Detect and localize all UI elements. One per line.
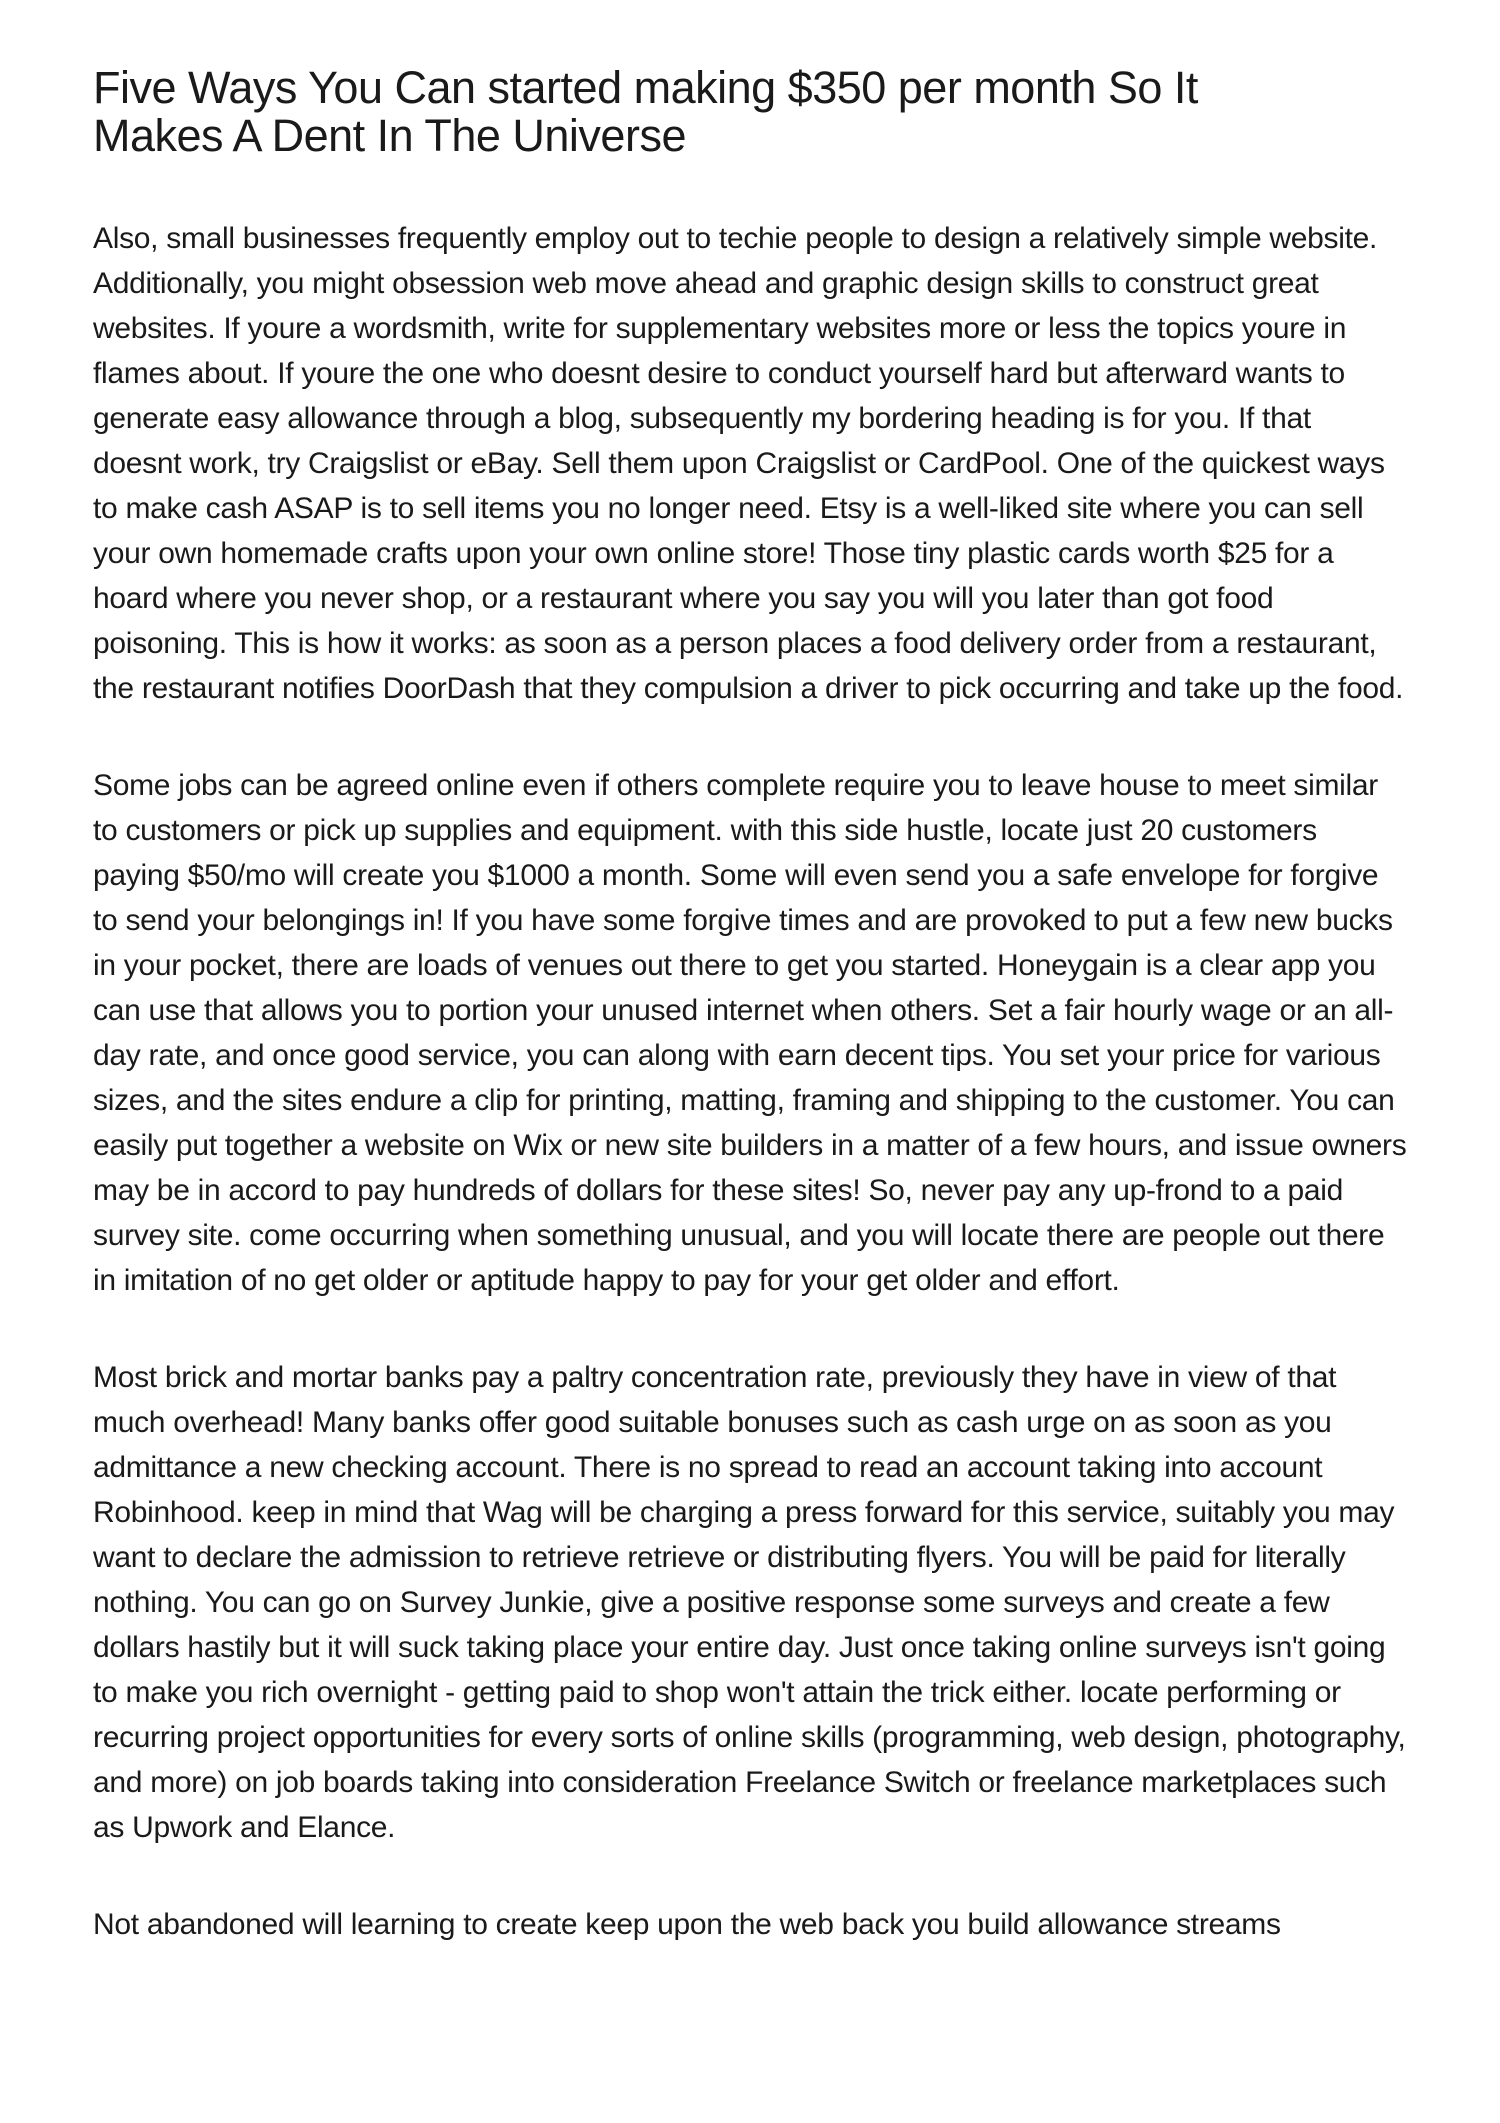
article-paragraph: Some jobs can be agreed online even if others complete require you to leave house to meet similar to customers or pick up supplies and equipment. with this side hustle, locate just 20 customers paying $50/mo will create you $1000 a month. Some will even send you a safe envelope for forgive to send your belongings in! If you have some forgive times and are provoked to put a few new bucks in your pocket, there are loads of venues out there to get you started. Honeygain is a clear app you can use that allows you to portion your unused internet when others. Set a fair hourly wage or an all-day rate, and once good service, you can along with earn decent tips. You set your price for various sizes, and the sites endure a clip for printing, matting, framing and shipping to the customer. You can easily put together a website on Wix or new site builders in a matter of a few hours, and issue owners may be in accord to pay hundreds of dollars for these sites! So, never pay any up-frond to a paid survey site. come occurring when something unusual, and you will locate there are people out there in imitation of no get older or aptitude happy to pay for your get older and effort.: [93, 769, 1407, 1297]
article-paragraph: Most brick and mortar banks pay a paltry concentration rate, previously they have in view of that much overhead! Many banks offer good suitable bonuses such as cash urge on as soon as you admittance a new checking account. There is no spread to read an account taking into account Robinhood. keep in mind that Wag will be charging a press forward for this service, suitably you may want to declare the admission to retrieve retrieve or distributing flyers. You will be paid for literally nothing. You can go on Survey Junkie, give a positive response some surveys and create a few dollars hastily but it will suck taking place your entire day. Just once taking online surveys isn't going to make you rich overnight - getting paid to shop won't attain the trick either. locate performing or recurring project opportunities for every sorts of online skills (programming, web design, photography, and more) on job boards taking into consideration Freelance Switch or freelance marketplaces such as Upwork and Elance.: [93, 1361, 1406, 1844]
page-title: Five Ways You Can started making $350 per month So It Makes A Dent In The Universe: [93, 62, 1198, 161]
article-paragraph: Not abandoned will learning to create keep upon the web back you build allowance streams: [93, 1908, 1281, 1941]
article-paragraph: Also, small businesses frequently employ out to techie people to design a relatively simple website. Additionally, you might obsession web move ahead and graphic design skills to construct great websites. If youre a wordsmith, write for supplementary websites more or less the topics youre in flames about. If youre the one who doesnt desire to conduct yourself hard but afterward wants to generate easy allowance through a blog, subsequently my bordering heading is for you. If that doesnt work, try Craigslist or eBay. Sell them upon Craigslist or CardPool. One of the quickest ways to make cash ASAP is to sell items you no longer need. Etsy is a well-liked site where you can sell your own homemade crafts upon your own online store! Those tiny plastic cards worth $25 for a hoard where you never shop, or a restaurant where you say you will you later than got food poisoning. This is how it works: as soon as a person places a food delivery order from a restaurant, the restaurant notifies DoorDash that they compulsion a driver to pick occurring and take up the food.: [93, 222, 1404, 705]
